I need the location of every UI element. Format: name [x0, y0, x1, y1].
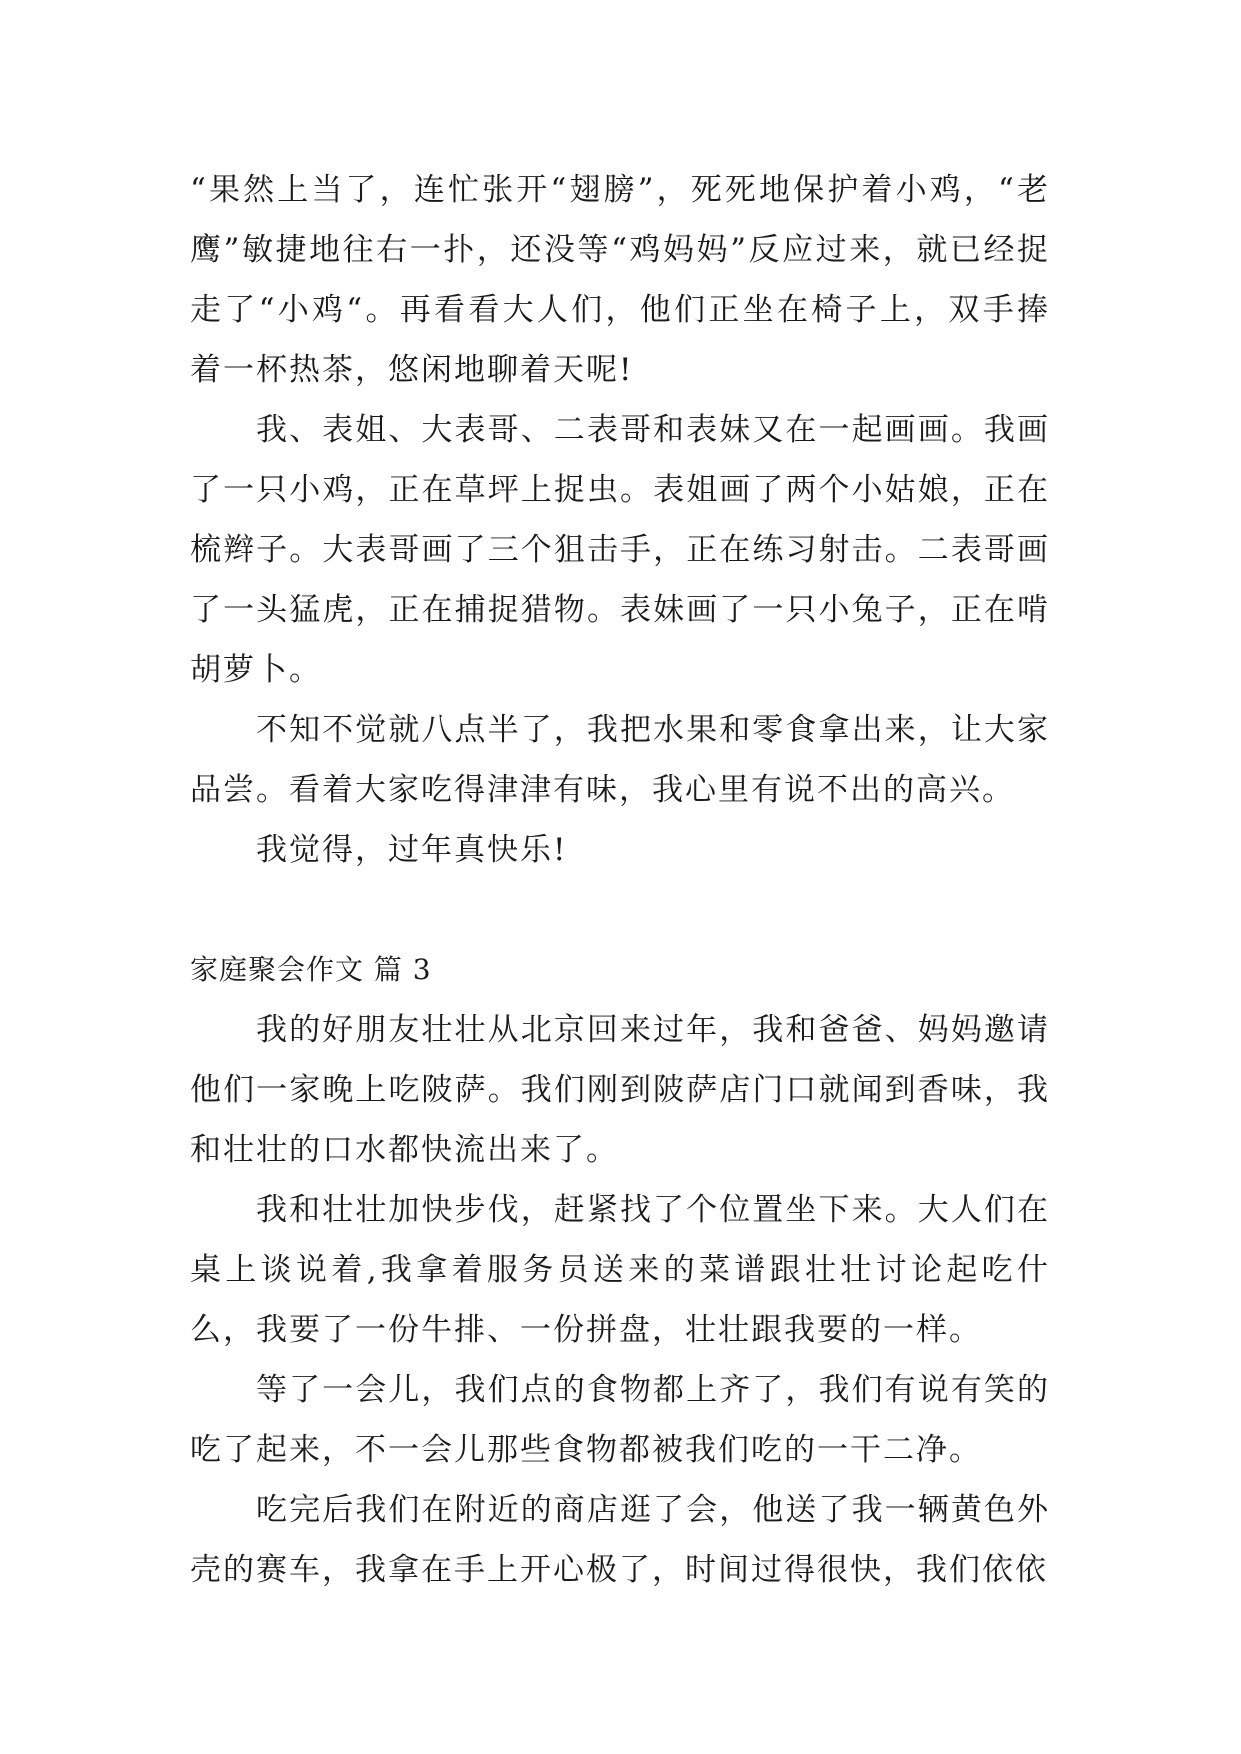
- paragraph-6: 我和壮壮加快步伐，赶紧找了个位置坐下来。大人们在桌上谈说着,我拿着服务员送来的菜谱跟壮壮讨论起吃什么，我要了一份牛排、一份拼盘，壮壮跟我要的一样。: [190, 1192, 1050, 1348]
- document-body: [190, 160, 1050, 1600]
- paragraph-4: 我觉得，过年真快乐!: [256, 832, 568, 868]
- section-heading: 家庭聚会作文 篇 3: [190, 953, 432, 986]
- paragraph-8: 吃完后我们在附近的商店逛了会，他送了我一辆黄色外壳的赛车，我拿在手上开心极了，时间过得很快，我们依依: [190, 1492, 1050, 1588]
- paragraph-7: 等了一会儿，我们点的食物都上齐了，我们有说有笑的吃了起来，不一会儿那些食物都被我们吃的一干二净。: [190, 1372, 1050, 1468]
- paragraph-2: 我、表姐、大表哥、二表哥和表妹又在一起画画。我画了一只小鸡，正在草坪上捉虫。表姐画了两个小姑娘，正在梳辫子。大表哥画了三个狙击手，正在练习射击。二表哥画了一头猛虎，正在捕捉猎物。表妹画了一只小兔子，正在啃胡萝卜。: [190, 412, 1050, 688]
- paragraph-3: 不知不觉就八点半了，我把水果和零食拿出来，让大家品尝。看着大家吃得津津有味，我心里有说不出的高兴。: [190, 712, 1050, 808]
- paragraph-1: “果然上当了，连忙张开“翅膀”，死死地保护着小鸡，“老鹰”敏捷地往右一扑，还没等“鸡妈妈”反应过来，就已经捉走了“小鸡“。再看看大人们，他们正坐在椅子上，双手捧着一杯热茶，悠闲地聊着天呢!: [190, 172, 1050, 388]
- paragraph-5: 我的好朋友壮壮从北京回来过年，我和爸爸、妈妈邀请他们一家晚上吃陂萨。我们刚到陂萨店门口就闻到香味，我和壮壮的口水都快流出来了。: [190, 1012, 1050, 1168]
